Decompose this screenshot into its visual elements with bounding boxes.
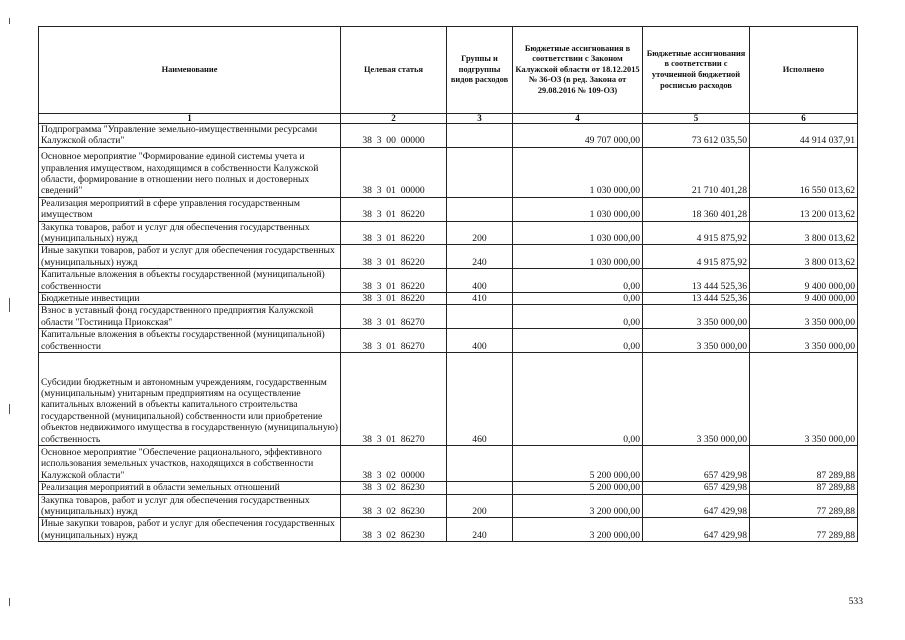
row-budget-assignment: 1 030 000,00 xyxy=(513,221,643,245)
row-budget-assignment: 0,00 xyxy=(513,353,643,446)
row-name: Бюджетные инвестиции xyxy=(39,293,341,305)
table-row xyxy=(39,329,858,353)
row-refined-assignment: 4 915 875,92 xyxy=(643,245,750,269)
row-target-article: 38 3 01 00000 xyxy=(341,147,447,197)
row-name: Закупка товаров, работ и услуг для обеспечения государственных (муниципальных) нужд xyxy=(39,221,341,245)
row-refined-assignment: 657 429,98 xyxy=(643,446,750,482)
table-row xyxy=(39,293,858,305)
row-target-article: 38 3 00 00000 xyxy=(341,124,447,148)
scan-margin-mark xyxy=(9,298,10,312)
row-refined-assignment: 73 612 035,50 xyxy=(643,124,750,148)
row-executed: 13 200 013,62 xyxy=(750,197,858,221)
row-target-article: 38 3 01 86220 xyxy=(341,293,447,305)
column-number-row xyxy=(39,114,858,124)
row-executed: 87 289,88 xyxy=(750,482,858,494)
row-target-article: 38 3 02 86230 xyxy=(341,482,447,494)
row-expense-group xyxy=(447,147,513,197)
row-target-article: 38 3 01 86220 xyxy=(341,197,447,221)
row-target-article: 38 3 01 86270 xyxy=(341,353,447,446)
row-budget-assignment: 1 030 000,00 xyxy=(513,147,643,197)
table-header-row xyxy=(39,27,858,114)
row-executed: 16 550 013,62 xyxy=(750,147,858,197)
row-budget-assignment: 0,00 xyxy=(513,305,643,329)
row-expense-group: 200 xyxy=(447,494,513,518)
scan-margin-mark xyxy=(9,18,10,24)
row-budget-assignment: 5 200 000,00 xyxy=(513,446,643,482)
row-refined-assignment: 4 915 875,92 xyxy=(643,221,750,245)
row-expense-group: 400 xyxy=(447,329,513,353)
row-budget-assignment: 3 200 000,00 xyxy=(513,494,643,518)
row-budget-assignment: 1 030 000,00 xyxy=(513,197,643,221)
row-name: Реализация мероприятий в области земельных отношений xyxy=(39,482,341,494)
table-row xyxy=(39,147,858,197)
row-name: Иные закупки товаров, работ и услуг для обеспечения государственных (муниципальных) нужд xyxy=(39,518,341,542)
header-budget-assignments: Бюджетные ассигнования в соответствии с Законом Калужской области от 18.12.2015 № 36-ОЗ (в ред. Закона от 29.08.2016 № 109-ОЗ) xyxy=(513,27,643,114)
row-budget-assignment: 3 200 000,00 xyxy=(513,518,643,542)
row-target-article: 38 3 01 86270 xyxy=(341,329,447,353)
row-refined-assignment: 18 360 401,28 xyxy=(643,197,750,221)
row-name: Основное мероприятие "Формирование единой системы учета и управления имуществом, находящимся в собственности Калужской области, формирование в отношении него полных и достоверных сведений" xyxy=(39,147,341,197)
row-executed: 3 350 000,00 xyxy=(750,305,858,329)
row-executed: 3 350 000,00 xyxy=(750,353,858,446)
header-name: Наименование xyxy=(39,27,341,114)
row-name: Реализация мероприятий в сфере управления государственным имуществом xyxy=(39,197,341,221)
table-row xyxy=(39,446,858,482)
row-executed: 3 800 013,62 xyxy=(750,245,858,269)
row-target-article: 38 3 01 86270 xyxy=(341,305,447,329)
row-refined-assignment: 3 350 000,00 xyxy=(643,305,750,329)
row-name: Подпрограмма "Управление земельно-имущественными ресурсами Калужской области" xyxy=(39,124,341,148)
row-name: Капитальные вложения в объекты государственной (муниципальной) собственности xyxy=(39,269,341,293)
row-target-article: 38 3 02 00000 xyxy=(341,446,447,482)
row-expense-group xyxy=(447,305,513,329)
row-name: Капитальные вложения в объекты государственной (муниципальной) собственности xyxy=(39,329,341,353)
row-expense-group: 240 xyxy=(447,518,513,542)
table-row xyxy=(39,305,858,329)
column-number: 4 xyxy=(513,114,643,124)
row-expense-group: 460 xyxy=(447,353,513,446)
row-executed: 3 800 013,62 xyxy=(750,221,858,245)
row-target-article: 38 3 02 86230 xyxy=(341,494,447,518)
row-refined-assignment: 647 429,98 xyxy=(643,518,750,542)
row-expense-group: 410 xyxy=(447,293,513,305)
header-executed: Исполнено xyxy=(750,27,858,114)
header-refined-assignments: Бюджетные ассигнования в соответствии с уточненной бюджетной росписью расходов xyxy=(643,27,750,114)
table-row xyxy=(39,482,858,494)
row-name: Взнос в уставный фонд государственного предприятия Калужской области "Гостиница Приокская" xyxy=(39,305,341,329)
row-expense-group xyxy=(447,446,513,482)
row-name: Основное мероприятие "Обеспечение рационального, эффективного использования земельных участков, находящихся в собственности Калужской области" xyxy=(39,446,341,482)
scan-margin-mark xyxy=(9,404,10,414)
table-row xyxy=(39,221,858,245)
row-expense-group: 240 xyxy=(447,245,513,269)
row-budget-assignment: 0,00 xyxy=(513,269,643,293)
row-target-article: 38 3 01 86220 xyxy=(341,269,447,293)
row-refined-assignment: 21 710 401,28 xyxy=(643,147,750,197)
row-refined-assignment: 3 350 000,00 xyxy=(643,329,750,353)
row-budget-assignment: 0,00 xyxy=(513,329,643,353)
column-number: 5 xyxy=(643,114,750,124)
row-expense-group xyxy=(447,197,513,221)
budget-execution-table xyxy=(38,26,858,542)
row-expense-group xyxy=(447,124,513,148)
column-number: 2 xyxy=(341,114,447,124)
column-number: 1 xyxy=(39,114,341,124)
row-refined-assignment: 13 444 525,36 xyxy=(643,269,750,293)
row-budget-assignment: 49 707 000,00 xyxy=(513,124,643,148)
table-row xyxy=(39,353,858,446)
row-name: Закупка товаров, работ и услуг для обеспечения государственных (муниципальных) нужд xyxy=(39,494,341,518)
row-executed: 44 914 037,91 xyxy=(750,124,858,148)
header-expense-groups: Группы и подгруппы видов расходов xyxy=(447,27,513,114)
row-target-article: 38 3 01 86220 xyxy=(341,221,447,245)
row-executed: 3 350 000,00 xyxy=(750,329,858,353)
column-number: 6 xyxy=(750,114,858,124)
row-executed: 9 400 000,00 xyxy=(750,293,858,305)
row-name: Иные закупки товаров, работ и услуг для обеспечения государственных (муниципальных) нужд xyxy=(39,245,341,269)
row-name: Субсидии бюджетным и автономным учреждениям, государственным (муниципальным) унитарным предприятиям на осуществление капитальных вложений в объекты капитального строительства государственной (муниципальной) собственности или приобретение объектов недвижимого имущества в государственную (муниципальную) собственность xyxy=(39,353,341,446)
scan-margin-mark xyxy=(9,598,10,606)
column-number: 3 xyxy=(447,114,513,124)
row-target-article: 38 3 01 86220 xyxy=(341,245,447,269)
header-target-article: Целевая статья xyxy=(341,27,447,114)
row-executed: 9 400 000,00 xyxy=(750,269,858,293)
table-body xyxy=(39,124,858,542)
row-expense-group: 200 xyxy=(447,221,513,245)
row-executed: 77 289,88 xyxy=(750,518,858,542)
row-refined-assignment: 3 350 000,00 xyxy=(643,353,750,446)
row-expense-group xyxy=(447,482,513,494)
table-row xyxy=(39,197,858,221)
table-row xyxy=(39,269,858,293)
row-target-article: 38 3 02 86230 xyxy=(341,518,447,542)
table-row xyxy=(39,494,858,518)
row-refined-assignment: 657 429,98 xyxy=(643,482,750,494)
row-budget-assignment: 1 030 000,00 xyxy=(513,245,643,269)
row-budget-assignment: 0,00 xyxy=(513,293,643,305)
table-row xyxy=(39,518,858,542)
page-number: 533 xyxy=(848,596,863,607)
table-row xyxy=(39,124,858,148)
row-budget-assignment: 5 200 000,00 xyxy=(513,482,643,494)
row-executed: 77 289,88 xyxy=(750,494,858,518)
row-refined-assignment: 647 429,98 xyxy=(643,494,750,518)
table-row xyxy=(39,245,858,269)
row-expense-group: 400 xyxy=(447,269,513,293)
row-refined-assignment: 13 444 525,36 xyxy=(643,293,750,305)
row-executed: 87 289,88 xyxy=(750,446,858,482)
